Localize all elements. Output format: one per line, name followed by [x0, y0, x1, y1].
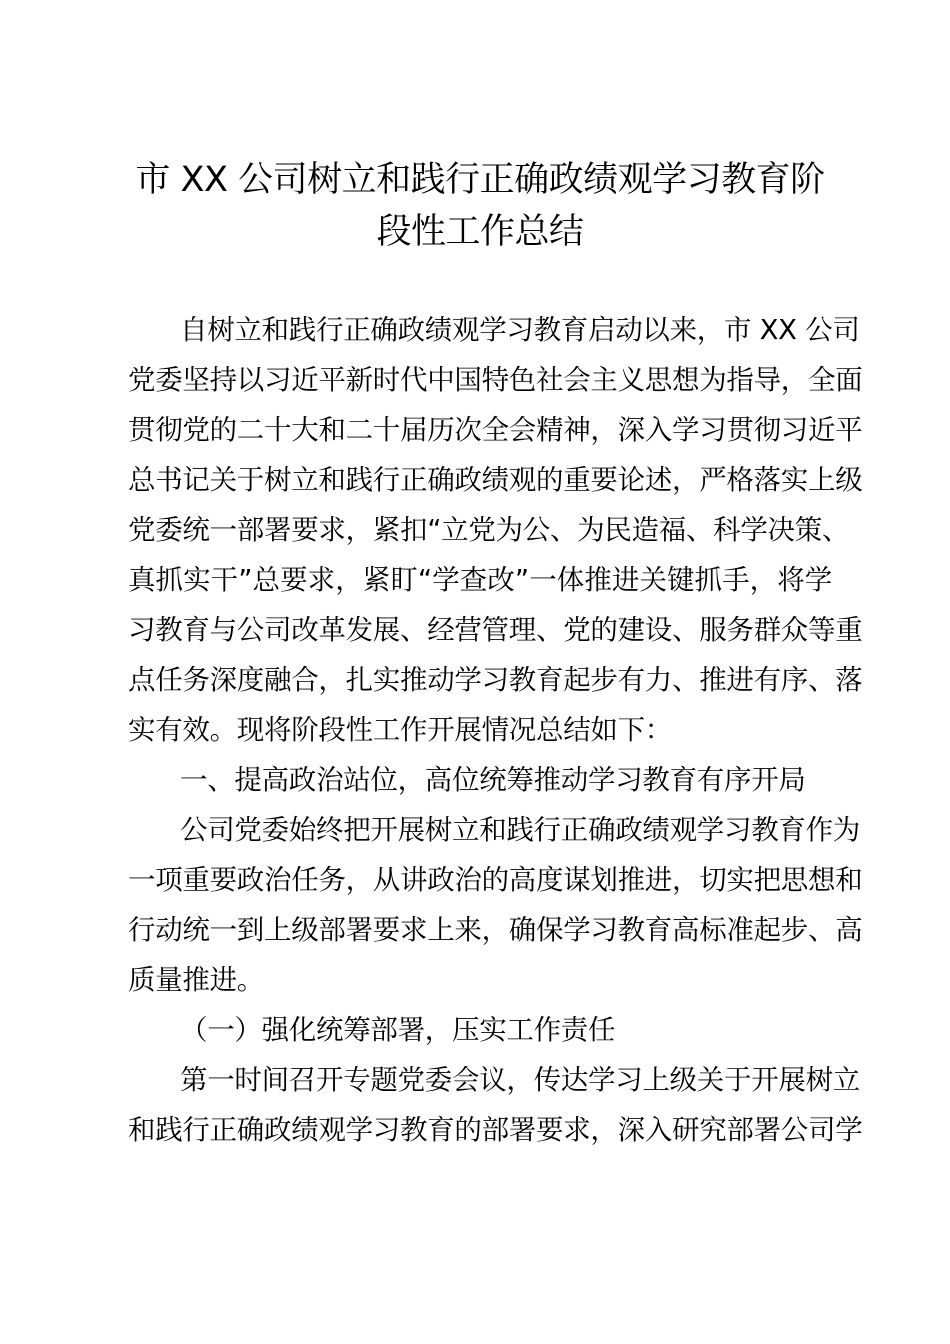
text-line: 真抓实干”总要求，紧盯“学查改”一体推进关键抓手，将学	[128, 564, 832, 596]
title-line: 市 XX 公司树立和践行正确政绩观学习教育阶	[135, 160, 825, 200]
text-line: 一项重要政治任务，从讲政治的高度谋划推进，切实把思想和	[128, 864, 863, 896]
heading-text: 一、提高政治站位，高位统筹推动学习教育有序开局	[180, 764, 806, 796]
section-heading	[128, 755, 832, 805]
heading-text: （一）强化统筹部署，压实工作责任	[180, 1014, 616, 1046]
text-line: 行动统一到上级部署要求上来，确保学习教育高标准起步、高	[128, 914, 863, 946]
subsection-heading	[128, 1005, 832, 1055]
section-paragraph	[128, 805, 863, 1005]
text-line: 总书记关于树立和践行正确政绩观的重要论述，严格落实上级	[128, 464, 863, 496]
subsection-paragraph	[128, 1055, 863, 1155]
text-line: 贯彻党的二十大和二十届历次全会精神，深入学习贯彻习近平	[128, 414, 863, 446]
document-body	[128, 305, 863, 1155]
text-line: 自树立和践行正确政绩观学习教育启动以来，市 XX 公司	[180, 314, 860, 346]
text-line: 第一时间召开专题党委会议，传达学习上级关于开展树立	[180, 1064, 860, 1096]
title-line: 段性工作总结	[376, 212, 584, 252]
text-line: 党委坚持以习近平新时代中国特色社会主义思想为指导，全面	[128, 364, 863, 396]
text-line: 和践行正确政绩观学习教育的部署要求，深入研究部署公司学	[128, 1114, 863, 1146]
text-line: 党委统一部署要求，紧扣“立党为公、为民造福、科学决策、	[128, 514, 850, 546]
intro-paragraph	[128, 305, 863, 755]
text-line: 质量推进。	[128, 964, 264, 996]
text-line: 点任务深度融合，扎实推动学习教育起步有力、推进有序、落	[128, 664, 863, 696]
text-line: 习教育与公司改革发展、经营管理、党的建设、服务群众等重	[128, 614, 863, 646]
text-line: 公司党委始终把开展树立和践行正确政绩观学习教育作为	[180, 814, 860, 846]
text-line: 实有效。现将阶段性工作开展情况总结如下：	[128, 714, 672, 746]
document-title	[128, 154, 832, 258]
